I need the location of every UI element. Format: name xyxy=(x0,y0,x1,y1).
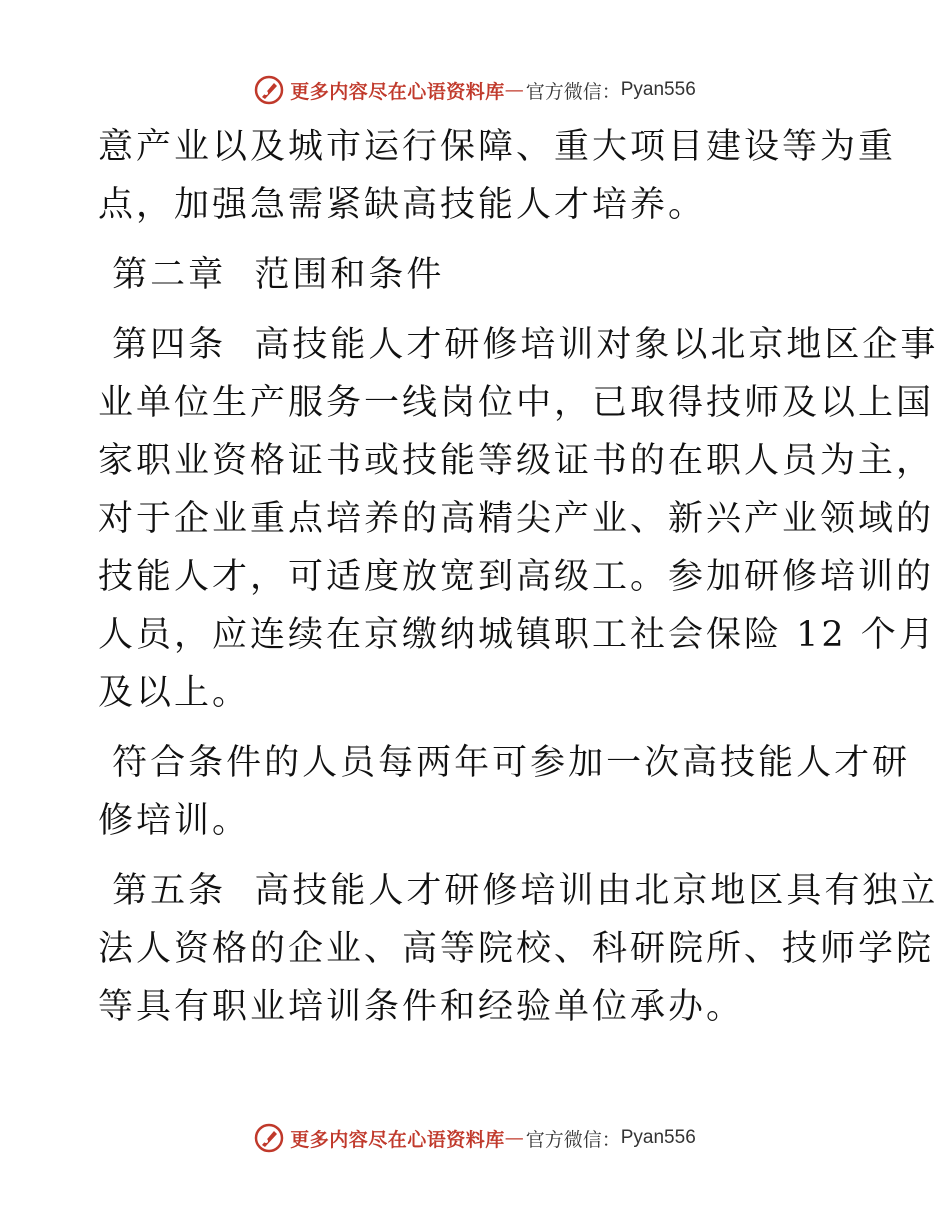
banner-main-text: 更多内容尽在心语资料库 xyxy=(290,80,505,103)
text-line: 点，加强急需紧缺高技能人才培养。 xyxy=(98,185,707,225)
text-line: 技能人才，可适度放宽到高级工。参加研修培训的 xyxy=(98,557,935,597)
document-body xyxy=(98,118,939,1048)
chapter-heading xyxy=(98,246,858,304)
paragraph xyxy=(98,316,939,722)
text-line: 第二章 范围和条件 xyxy=(98,255,445,295)
text-line: 业单位生产服务一线岗位中，已取得技师及以上国 xyxy=(98,383,935,423)
pen-logo-icon xyxy=(254,1123,284,1153)
text-line: 第五条 高技能人才研修培训由北京地区具有独立 xyxy=(98,871,939,911)
paragraph xyxy=(98,862,939,1036)
banner-wechat-id: Pyan556 xyxy=(620,1127,696,1148)
banner-main-text: 更多内容尽在心语资料库 xyxy=(290,1128,505,1151)
banner-wechat-label: 官方微信： xyxy=(525,80,621,103)
text-line: 家职业资格证书或技能等级证书的在职人员为主， xyxy=(98,441,935,481)
text-line: 等具有职业培训条件和经验单位承办。 xyxy=(98,987,745,1027)
text-line: 修培训。 xyxy=(98,801,251,841)
text-line: 法人资格的企业、高等院校、科研院所、技师学院 xyxy=(98,929,935,969)
banner-wechat-id: Pyan556 xyxy=(620,79,696,100)
text-line: 人员，应连续在京缴纳城镇职工社会保险 12 个月 xyxy=(98,615,937,655)
text-line: 对于企业重点培养的高精尖产业、新兴产业领域的 xyxy=(98,499,935,539)
text-line: 及以上。 xyxy=(98,673,251,713)
banner-wechat-label: 官方微信： xyxy=(525,1128,621,1151)
banner-dash: — xyxy=(504,1127,524,1149)
paragraph xyxy=(98,734,911,850)
banner-dash: — xyxy=(504,79,524,101)
footer-banner xyxy=(0,1118,950,1158)
text-line: 符合条件的人员每两年可参加一次高技能人才研 xyxy=(98,743,911,783)
text-line: 意产业以及城市运行保障、重大项目建设等为重 xyxy=(98,127,897,167)
header-banner xyxy=(0,70,950,110)
text-line: 第四条 高技能人才研修培训对象以北京地区企事 xyxy=(98,325,939,365)
paragraph xyxy=(98,118,897,234)
pen-logo-icon xyxy=(254,75,284,105)
